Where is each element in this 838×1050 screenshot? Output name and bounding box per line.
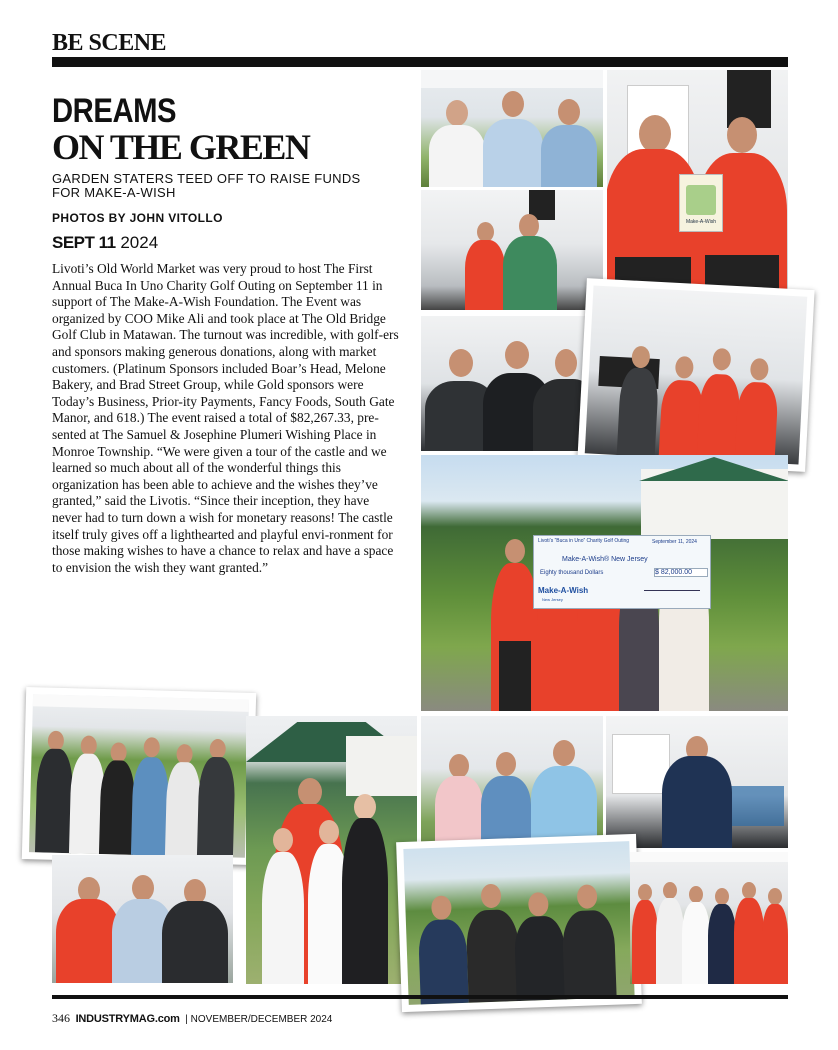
date-bold: SEPT 11 (52, 233, 116, 252)
photo-three-men-bottom (52, 855, 233, 983)
page-number: 346 (52, 1011, 70, 1025)
photo-framed-four-men (396, 834, 642, 1012)
make-a-wish-poster (679, 174, 723, 232)
photo-speaker (606, 716, 788, 848)
photo-three-bearded-men (421, 316, 603, 451)
article-body: Livoti’s Old World Market was very proud to host The First Annual Buca In Uno Charity Golf Outing on September 11 in support of The Make-A-Wish Foundation. The Event was organized by COO Mike Ali and took place at The Old Bridge Golf Club in Matawan. The turnout was incredible, with golf-ers and sponsors making generous donations, along with market customers. (Platinum Sponsors included Boar’s Head, Melone Bakery, and Brad Street Group, while Gold sponsors were Today’s Business, Prior-ity Payments, Fancy Foods, South Gate Manor, and 618.) The event raised a total of $82,267.33, pre-sented at The Samuel & Josephine Plumeri Wishing Place in Monroe Township. “We were given a tour of the castle and we learned so much about all of the wonderful things this organization has been able to achieve and the wishes they’ve granted,” said the Livotis. “Since their inception, they have never had to turn down a wish for monetary reasons! The castle itself truly gives off a lighthearted and playful envi-ronment for those making wishes to have a chance to relax and have a space to envision the wish they want granted.” (52, 261, 399, 575)
check-pay-to: Make-A-Wish® New Jersey (562, 556, 648, 563)
article-title (52, 94, 392, 165)
title-line-2: ON THE GREEN (52, 126, 310, 167)
footer-issue: NOVEMBER/DECEMBER 2024 (190, 1014, 333, 1025)
photo-two-men-tent (421, 190, 603, 310)
footer-rule (52, 995, 788, 999)
photo-credit: PHOTOS BY JOHN VITOLLO (52, 211, 223, 225)
photo-man-with-girls (246, 716, 417, 984)
title-line-1: DREAMS (52, 92, 177, 130)
check-logo: Make-A-Wish (538, 586, 589, 595)
photo-three-men-tent (421, 70, 603, 187)
photo-framed-group-five (577, 278, 814, 472)
header-rule (52, 57, 788, 67)
date-year: 2024 (120, 233, 159, 252)
giant-check (533, 535, 711, 609)
check-date: September 11, 2024 (652, 539, 697, 545)
check-amount-words: Eighty thousand Dollars (540, 570, 604, 576)
article-subtitle: GARDEN STATERS TEED OFF TO RAISE FUNDS FOR MAKE-A-WISH (52, 171, 361, 201)
check-payee-line: Livoti’s “Buca in Uno” Charity Golf Outing (538, 538, 630, 544)
footer-brand: INDUSTRYMAG.com (75, 1013, 180, 1025)
photo-group-six-bottom (630, 852, 788, 984)
check-amount: $ 82,000.00 (654, 568, 708, 577)
photo-check-presentation (421, 455, 788, 711)
photo-framed-group-six (22, 687, 256, 865)
check-logo-sub: New Jersey (542, 597, 563, 602)
check-signature (644, 590, 700, 591)
poster-text: Make-A-Wish (685, 219, 716, 225)
photo-men-with-drinks (421, 716, 603, 848)
dateline (52, 233, 158, 253)
section-label: BE SCENE (52, 30, 167, 56)
page-footer: 346 INDUSTRYMAG.com | NOVEMBER/DECEMBER 2024 (52, 1011, 333, 1025)
photo-two-men-poster (607, 70, 788, 297)
